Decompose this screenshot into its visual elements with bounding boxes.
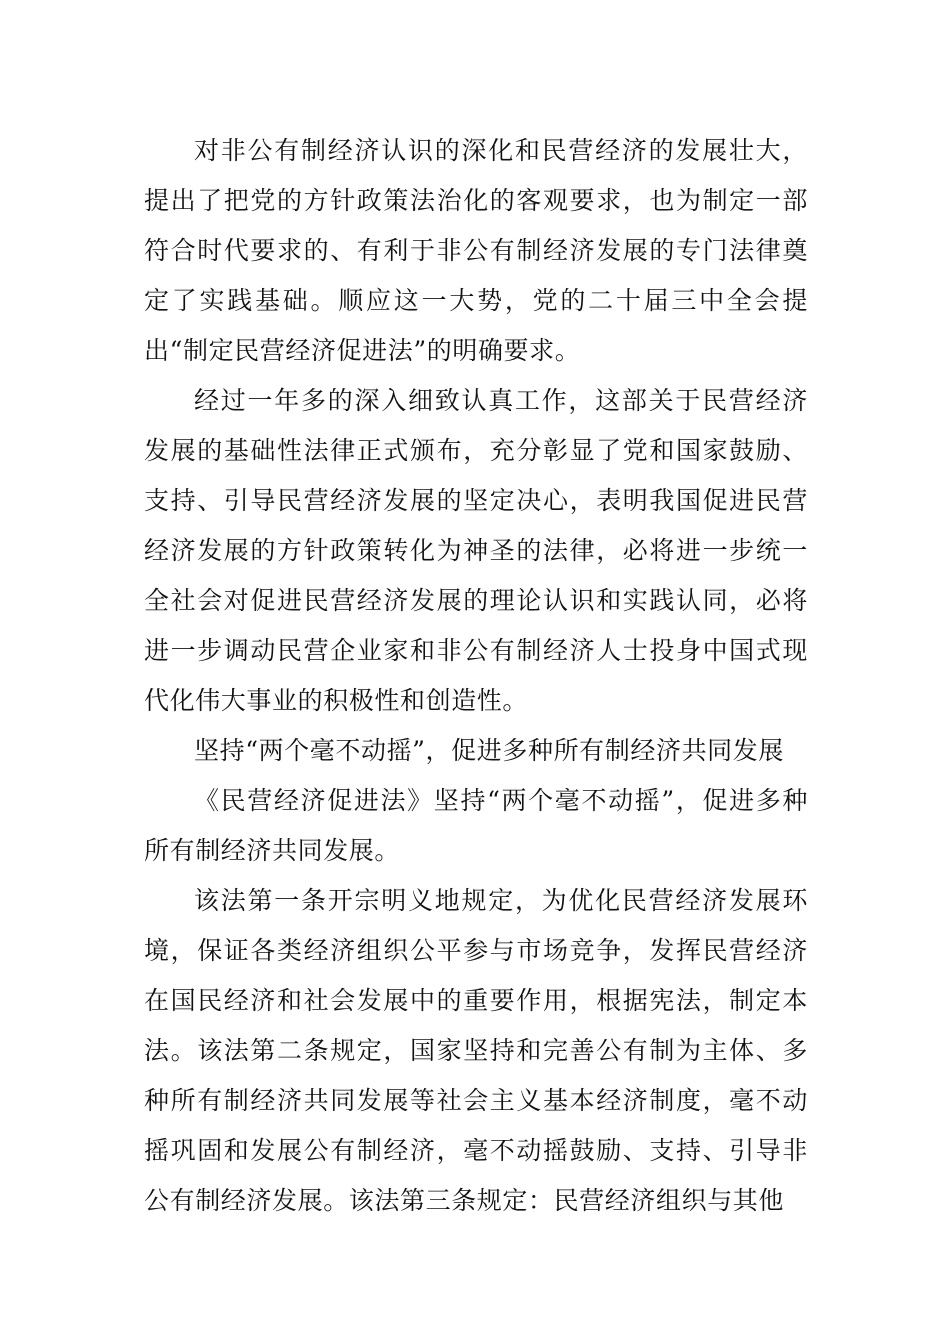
paragraph-3: 《民营经济促进法》坚持“两个毫不动摇”，促进多种所有制经济共同发展。: [144, 786, 808, 865]
document-body: [144, 126, 808, 1226]
paragraph-4: 该法第一条开宗明义地规定，为优化民营经济发展环境，保证各类经济组织公平参与市场竞争，发挥民营经济在国民经济和社会发展中的重要作用，根据宪法，制定本法。该法第二条规定，国家坚持和完善公有制为主体、多种所有制经济共同发展等社会主义基本经济制度，毫不动摇巩固和发展公有制经济，毫不动摇鼓励、支持、引导非公有制经济发展。该法第三条规定：民营经济组织与其他: [144, 886, 808, 1215]
paragraph-2: 经过一年多的深入细致认真工作，这部关于民营经济发展的基础性法律正式颁布，充分彰显了党和国家鼓励、支持、引导民营经济发展的坚定决心，表明我国促进民营经济发展的方针政策转化为神圣的法律，必将进一步统一全社会对促进民营经济发展的理论认识和实践认同，必将进一步调动民营企业家和非公有制经济人士投身中国式现代化伟大事业的积极性和创造性。: [144, 386, 808, 715]
paragraph-1: 对非公有制经济认识的深化和民营经济的发展壮大，提出了把党的方针政策法治化的客观要求，也为制定一部符合时代要求的、有利于非公有制经济发展的专门法律奠定了实践基础。顺应这一大势，党的二十届三中全会提出“制定民营经济促进法”的明确要求。: [144, 136, 808, 365]
section-heading: 坚持“两个毫不动摇”，促进多种所有制经济共同发展: [194, 736, 784, 765]
